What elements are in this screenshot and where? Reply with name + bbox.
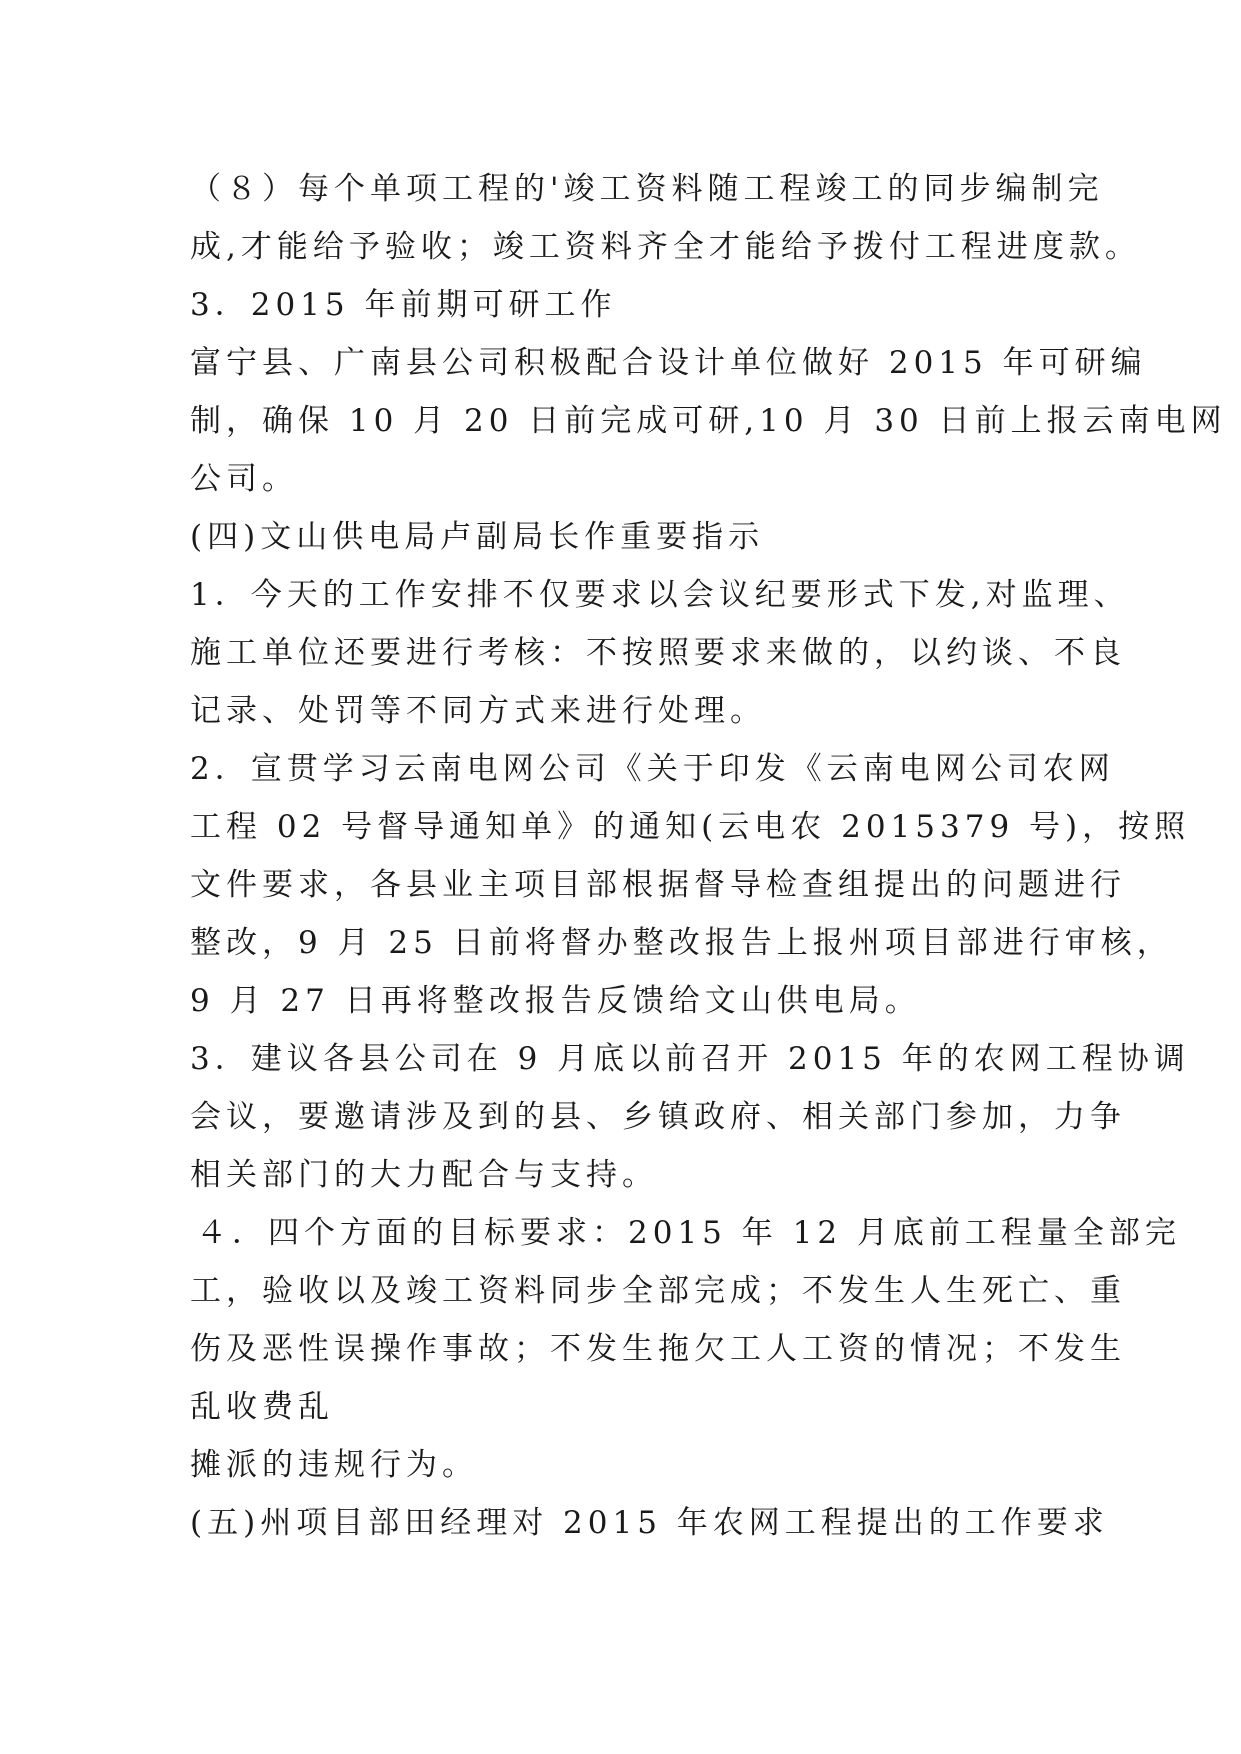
section-heading: (五)州项目部田经理对 2015 年农网工程提出的工作要求 [190, 1505, 1109, 1541]
text-line: 9 月 27 日再将整改报告反馈给文山供电局。 [190, 983, 921, 1019]
text-line: 整改，9 月 25 日前将督办整改报告上报州项目部进行审核， [190, 925, 1173, 961]
document-body [190, 160, 1227, 1552]
text-line: 记录、处罚等不同方式来进行处理。 [190, 693, 766, 729]
text-line: 成,才能给予验收；竣工资料齐全才能给予拨付工程进度款。 [190, 229, 1141, 265]
text-line: 摊派的违规行为。 [190, 1447, 478, 1483]
text-line: 2．宣贯学习云南电网公司《关于印发《云南电网公司农网 [190, 751, 1115, 787]
section-heading: (四)文山供电局卢副局长作重要指示 [190, 519, 765, 555]
text-line: 乱收费乱 [190, 1389, 334, 1425]
text-line: 1．今天的工作安排不仅要求以会议纪要形式下发,对监理、 [190, 577, 1130, 613]
text-line: 会议，要邀请涉及到的县、乡镇政府、相关部门参加，力争 [190, 1099, 1126, 1135]
text-line: 施工单位还要进行考核：不按照要求来做的，以约谈、不良 [190, 635, 1126, 671]
section-heading: 3．2015 年前期可研工作 [190, 287, 617, 323]
text-line: 3．建议各县公司在 9 月底以前召开 2015 年的农网工程协调 [190, 1041, 1190, 1077]
text-line: 工程 02 号督导通知单》的通知(云电农 2015379 号)，按照 [190, 809, 1191, 845]
text-line: 文件要求，各县业主项目部根据督导检查组提出的问题进行 [190, 867, 1126, 903]
text-line: 公司。 [190, 461, 298, 497]
text-line: 工，验收以及竣工资料同步全部完成；不发生人生死亡、重 [190, 1273, 1126, 1309]
text-line: ４．四个方面的目标要求：2015 年 12 月底前工程量全部完 [196, 1215, 1181, 1251]
text-line: 制，确保 10 月 20 日前完成可研,10 月 30 日前上报云南电网 [190, 403, 1227, 439]
text-line: 相关部门的大力配合与支持。 [190, 1157, 658, 1193]
text-line: 伤及恶性误操作事故；不发生拖欠工人工资的情况；不发生 [190, 1331, 1126, 1367]
text-line: （８）每个单项工程的'竣工资料随工程竣工的同步编制完 [190, 171, 1104, 207]
text-line: 富宁县、广南县公司积极配合设计单位做好 2015 年可研编 [190, 345, 1147, 381]
